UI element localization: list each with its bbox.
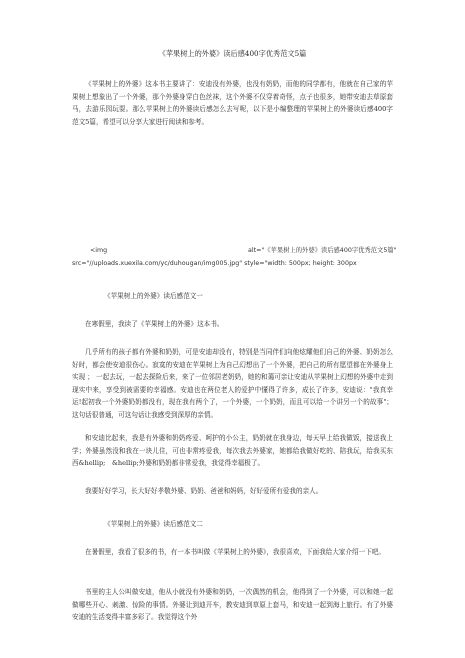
section1-paragraph-1: 在寒假里，我读了《苹果树上的外婆》这本书。: [85, 320, 224, 328]
img-src-text: src="//uploads.xuexila.com/yc/duhougan/img005.jpg" style="width: 500px; height: 300px: [72, 260, 357, 267]
section2-paragraph-1: 在暑假里，我看了很多的书，有一本书叫做《苹果树上的外婆》，我很喜欢，下面我给大家介绍一下吧。: [85, 548, 386, 556]
img-alt-text: alt="《苹果树上的外婆》读后感400字优秀范文5篇": [248, 247, 397, 254]
intro-paragraph: 《苹果树上的外婆》这本书主要讲了：安迪没有外婆，也没有奶奶，而他的同学都有，他就在自己家的苹果树上想象出了一个外婆，那个外婆身穿白色丝袜，这个外婆不仅穿着奇怪，点子也很多，她带安迪去草原套马，去游乐园玩耍。那么苹果树上的外婆读后感怎么去写呢，以下是小编整理的苹果树上的外婆读后感400字范文5篇，希望可以分享大家进行阅读和参考。: [72, 80, 393, 126]
document-title: 《苹果树上的外婆》读后感400字优秀范文5篇: [158, 49, 307, 58]
section-title-2: 《苹果树上的外婆》读后感范文二: [104, 520, 203, 528]
section-title-1: 《苹果树上的外婆》读后感范文一: [104, 292, 203, 300]
section2-paragraph-2: 书里的主人公叫做安迪，他从小就没有外婆和奶奶，一次偶然的机会，他得到了一个外婆，可以和她一起做哪些开心、刺激、惊险的事情。外婆让到迪开车，教安迪到草原上套马，和安迪一起到海上旅行。有了外婆安迪的生活变得丰富多彩了。我觉得这个外: [72, 588, 393, 622]
section1-paragraph-2: 几乎所有的孩子都有外婆和奶奶，可是安迪却没有，特别是当同伴们向他炫耀他们自己的外婆、奶奶怎么好时，都会使安迪很伤心。寂寞的安迪在苹果树上为自己幻想出了一个外婆，把自己的所有愿望都在外婆身上实现 ； 一起去玩，一起去探险后来，来了一位邻居老奶奶，她的和蔼可亲让安迪从苹果树上幻想的外婆中走到现实中来，享受到被需要的幸福感。安迪也在两位老人的爱护中懂得了许多，成长了许多，安迪说："我真幸运!起初我一个外婆奶奶都没有，现在我有两个了，一个外婆，一个奶奶，而且可以给一个讲另一个的故事"；这句话很普通，可这句话让我感受到深厚的亲情。: [72, 348, 393, 419]
section1-paragraph-4: 我要好好学习，长大好好孝敬外婆、奶奶、爸爸和妈妈，好好爱所有爱我的亲人。: [85, 487, 323, 495]
img-tag-text: <img: [90, 247, 108, 254]
section1-paragraph-3: 和安迪比起来，我是有外婆和奶奶疼爱、呵护的小公主，奶奶就在我身边，每天早上给我做饭，接送我上学；外婆虽然没和我在一块儿住，可也非常疼爱我，每次我去外婆家，她都给我做好吃的、陪我玩，给我买东西&hellip; &hellip;外婆和奶奶都非常爱我，我觉得幸福极了。: [72, 434, 393, 468]
